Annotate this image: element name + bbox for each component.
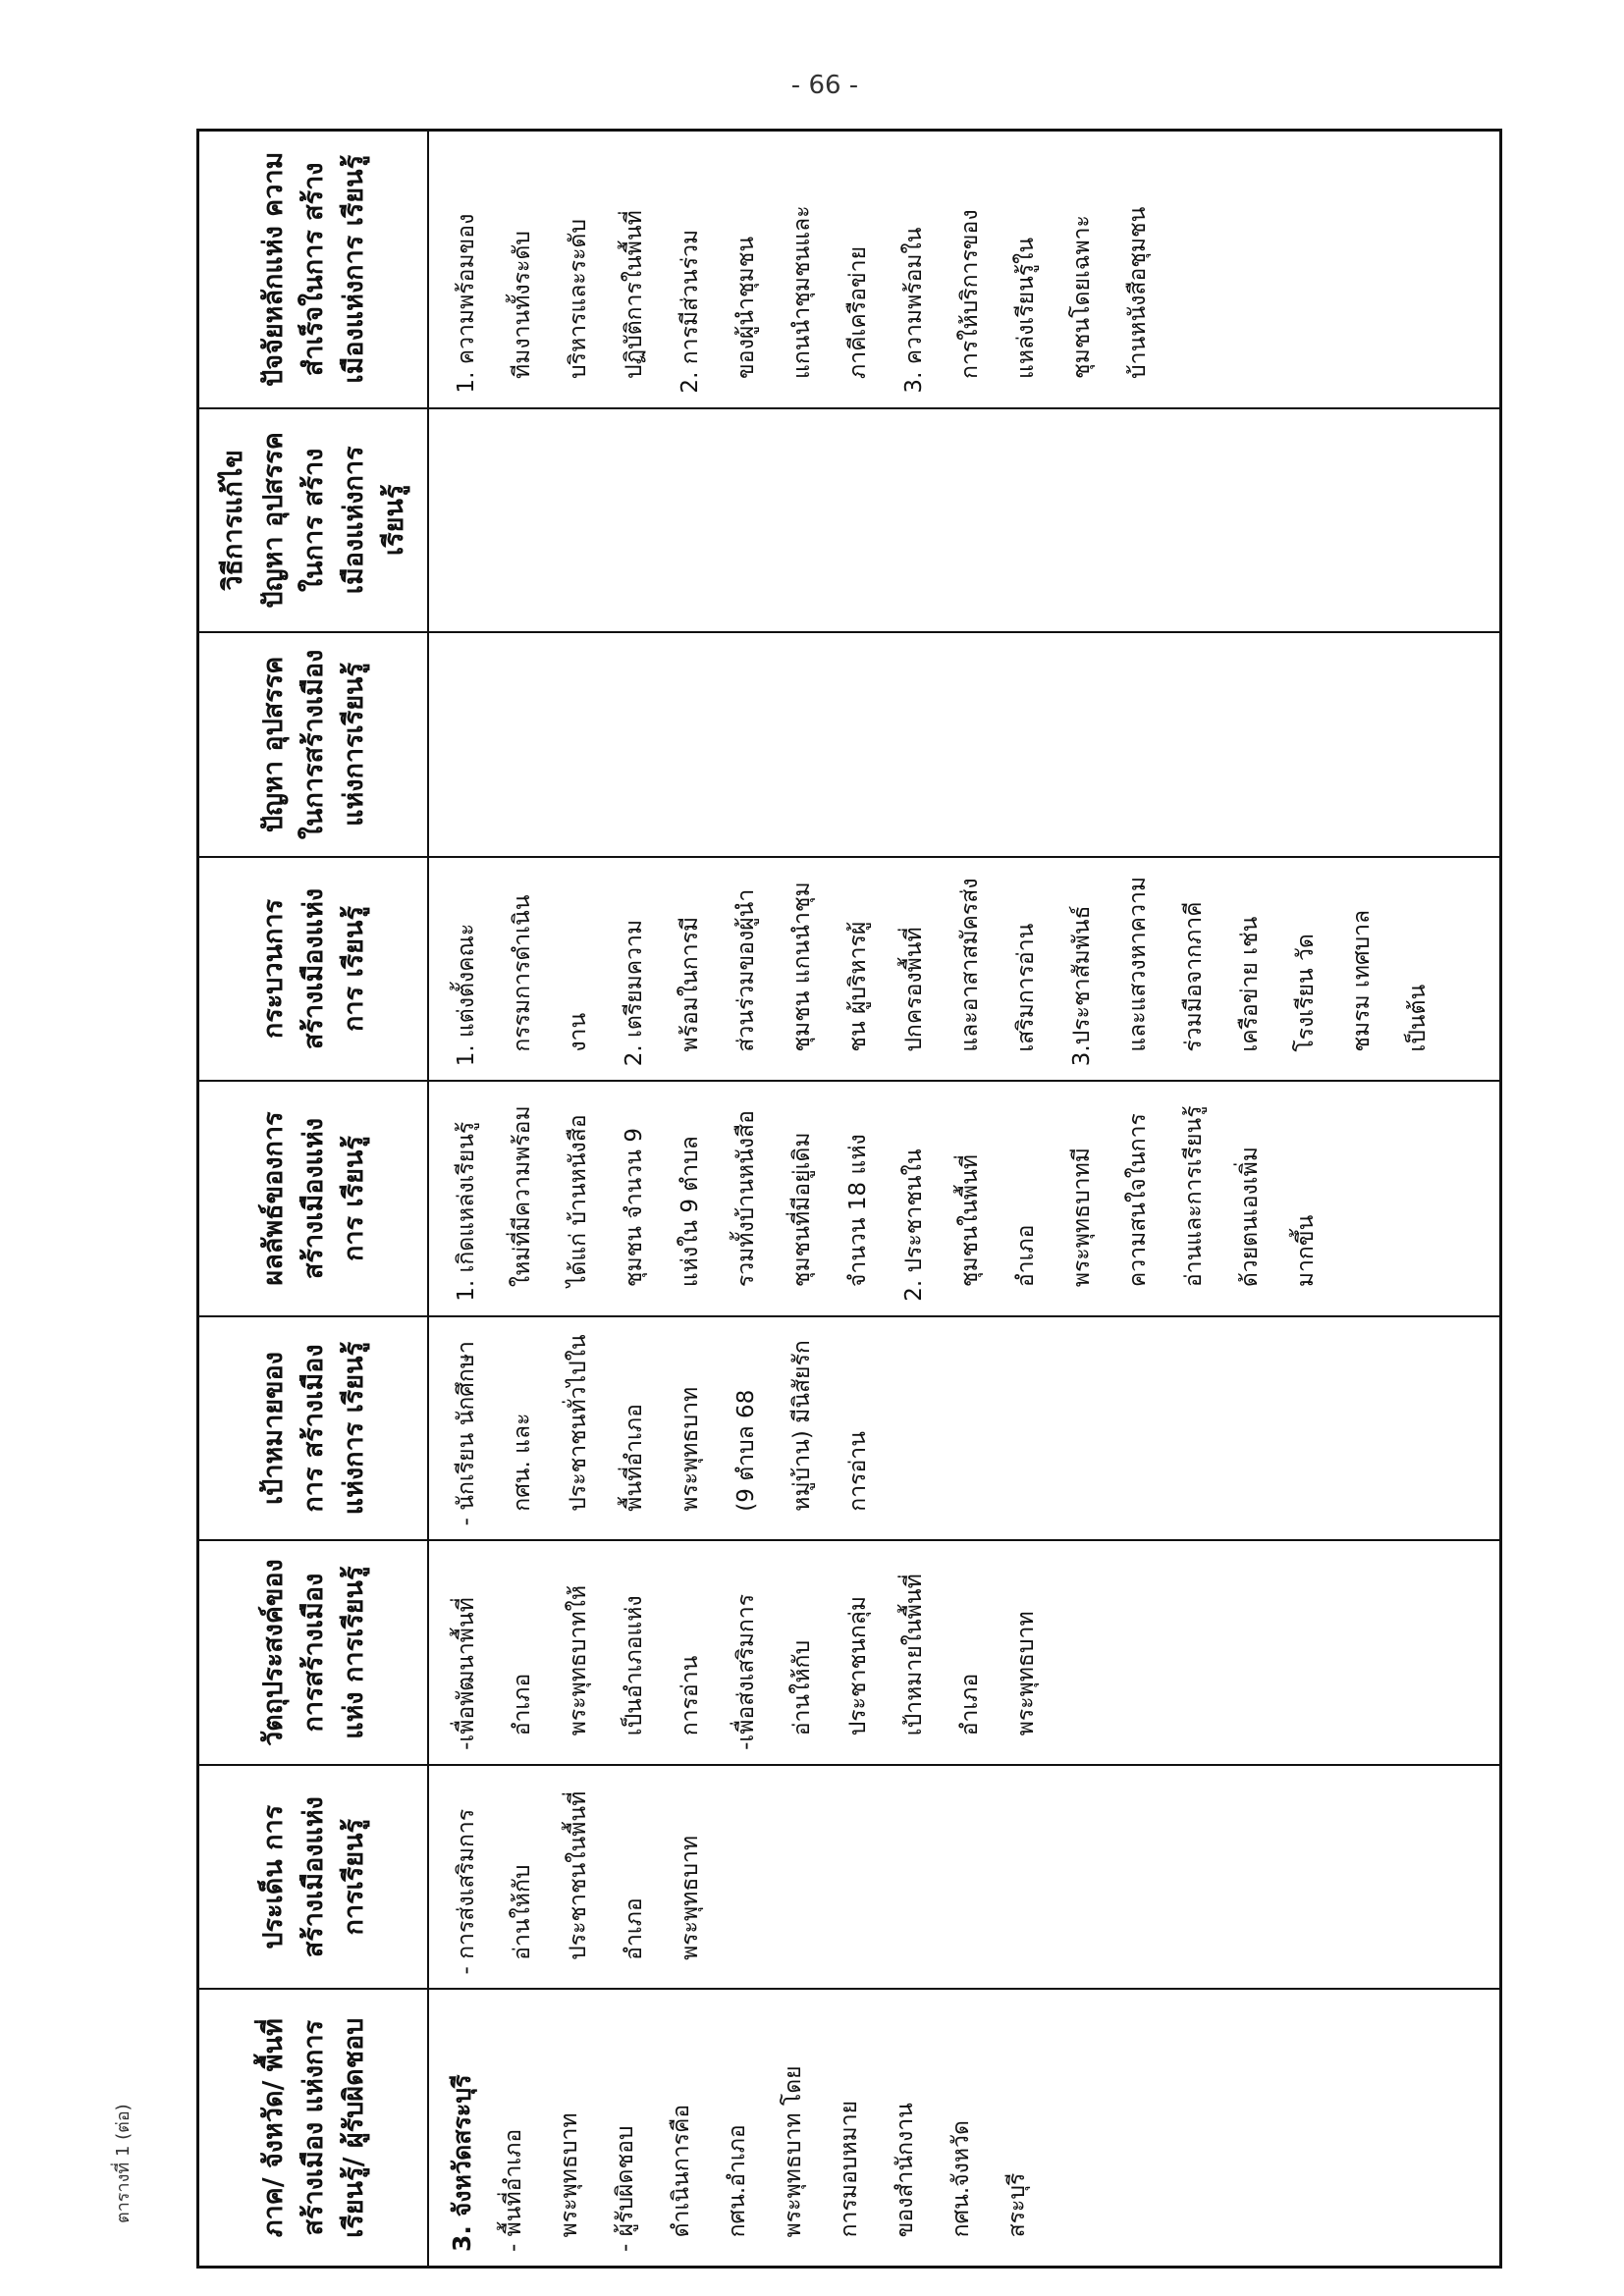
region-text: - พื้นที่อำเภอ พระพุทธบาท - ผู้รับผิดชอบ ดำเนินการคือ กศน.อำเภอ พระพุทธบาท โดย การมอบหมาย ของสำนักงาน กศน.จังหวัด สระบุรี: [501, 2065, 1030, 2252]
page-number: - 66 -: [790, 71, 859, 100]
learning-city-table: [196, 129, 1502, 2269]
cell-problems: [428, 632, 1501, 857]
cell-process: 1. แต่งตั้งคณะ กรรมการดำเนิน งาน 2. เตรียมความ พร้อมในการมี ส่วนร่วมของผู้นำ ชุมชน แกนนำชุม ชน ผู้บริหารผู้ ปกครองพื้นที่ และอาสาสมัครส่ง เสริมการอ่าน 3.ประชาสัมพันธ์ และแสวงหาความ ร่วมมือจากภาคี เครือข่าย เช่น โรงเรียน วัด ชมรม เทศบาล เป็นต้น: [428, 857, 1501, 1082]
header-process: กระบวนการ สร้างเมืองแห่งการ เรียนรู้: [198, 857, 429, 1082]
header-success-factors: ปัจจัยหลักแห่ง ความสำเร็จในการ สร้างเมืองแห่งการ เรียนรู้: [198, 131, 429, 408]
province-label: 3. จังหวัดสระบุรี: [448, 2074, 476, 2252]
header-target: เป้าหมายของการ สร้างเมืองแห่งการ เรียนรู้: [198, 1316, 429, 1541]
header-issue: ประเด็น การสร้างเมืองแห่ง การเรียนรู้: [198, 1765, 429, 1990]
header-problems: ปัญหา อุปสรรค ในการสร้างเมือง แห่งการเรียนรู้: [198, 632, 429, 857]
header-solutions: วิธีการแก้ไขปัญหา อุปสรรคในการ สร้างเมืองแห่งการ เรียนรู้: [198, 408, 429, 633]
cell-solutions: [428, 408, 1501, 633]
cell-objective: -เพื่อพัฒนาพื้นที่ อำเภอ พระพุทธบาทให้ เป็นอำเภอแห่ง การอ่าน -เพื่อส่งเสริมการ อ่านให้กับ ประชาชนกลุ่ม เป้าหมายในพื้นที่ อำเภอ พระพุทธบาท: [428, 1540, 1501, 1765]
header-outcome: ผลลัพธ์ของการ สร้างเมืองแห่งการ เรียนรู้: [198, 1081, 429, 1315]
cell-outcome: 1. เกิดแหล่งเรียนรู้ ใหม่ที่มีความพร้อม ได้แก่ บ้านหนังสือ ชุมชน จำนวน 9 แห่งใน 9 ตำบล รวมทั้งบ้านหนังสือ ชุมชนที่มีอยู่เดิม จำนวน 18 แห่ง 2. ประชาชนใน ชุมชนในพื้นที่ อำเภอ พระพุทธบาทมี ความสนใจในการ อ่านและการเรียนรู้ ด้วยตนเองเพิ่ม มากขึ้น: [428, 1081, 1501, 1315]
cell-success-factors: 1. ความพร้อมของ ทีมงานทั้งระดับ บริหารและระดับ ปฏิบัติการในพื้นที่ 2. การมีส่วนร่วม ของผู้นำชุมชน แกนนำชุมชนและ ภาคีเครือข่าย 3. ความพร้อมใน การให้บริการของ แหล่งเรียนรู้ใน ชุมชนโดยเฉพาะ บ้านหนังสือชุมชน: [428, 131, 1501, 408]
cell-region: [428, 1990, 1501, 2268]
cell-issue: - การส่งเสริมการ อ่านให้กับ ประชาชนในพื้นที่ อำเภอ พระพุทธบาท: [428, 1765, 1501, 1990]
rotated-table-container: [196, 129, 1502, 2269]
header-objective: วัตถุประสงค์ของ การสร้างเมืองแห่ง การเรียนรู้: [198, 1540, 429, 1765]
cell-target: - นักเรียน นักศึกษา กศน. และ ประชาชนทั่วไปใน พื้นที่อำเภอ พระพุทธบาท (9 ตำบล 68 หมู่บ้าน) มีนิสัยรัก การอ่าน: [428, 1316, 1501, 1541]
header-row: [198, 131, 429, 2268]
table-caption: ตารางที่ 1 (ต่อ): [113, 2104, 134, 2223]
table-row: [428, 131, 1501, 2268]
header-region: ภาค/ จังหวัด/ พื้นที่สร้างเมือง แห่งการเรียนรู้/ ผู้รับผิดชอบ: [198, 1990, 429, 2268]
